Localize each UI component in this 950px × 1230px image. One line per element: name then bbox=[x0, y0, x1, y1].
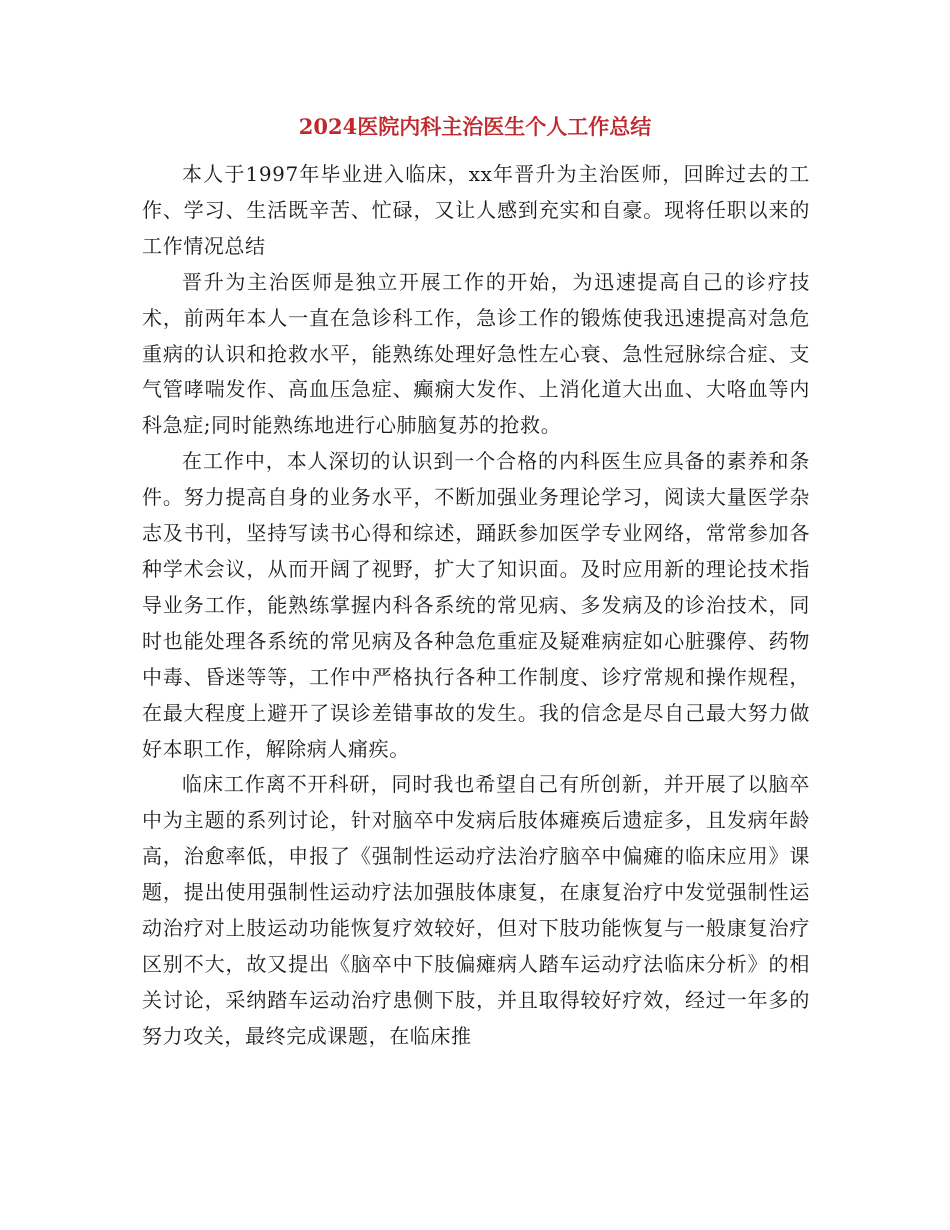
paragraph-3: 在工作中，本人深切的认识到一个合格的内科医生应具备的素养和条件。努力提高自身的业务水平，不断加强业务理论学习，阅读大量医学杂志及书刊，坚持写读书心得和综述，踊跃参加医学专业网络，常常参加各种学术会议，从而开阔了视野，扩大了知识面。及时应用新的理论技术指导业务工作，能熟练掌握内科各系统的常见病、多发病及的诊治技术，同时也能处理各系统的常见病及各种急危重症及疑难病症如心脏骤停、药物中毒、昏迷等等，工作中严格执行各种工作制度、诊疗常规和操作规程，在最大程度上避开了误诊差错事故的发生。我的信念是尽自己最大努力做好本职工作，解除病人痛疾。 bbox=[142, 449, 810, 761]
document-body bbox=[142, 157, 810, 1055]
paragraph-4: 临床工作离不开科研，同时我也希望自己有所创新，并开展了以脑卒中为主题的系列讨论，针对脑卒中发病后肢体瘫痪后遗症多，且发病年龄高，治愈率低，申报了《强制性运动疗法治疗脑卒中偏瘫的临床应用》课题，提出使用强制性运动疗法加强肢体康复，在康复治疗中发觉强制性运动治疗对上肢运动功能恢复疗效较好，但对下肢功能恢复与一般康复治疗区别不大，故又提出《脑卒中下肢偏瘫病人踏车运动疗法临床分析》的相关讨论，采纳踏车运动治疗患侧下肢，并且取得较好疗效，经过一年多的努力攻关，最终完成课题，在临床推 bbox=[142, 772, 810, 1048]
paragraph-1: 本人于1997年毕业进入临床，xx年晋升为主治医师，回眸过去的工作、学习、生活既辛苦、忙碌，又让人感到充实和自豪。现将任职以来的工作情况总结 bbox=[142, 162, 810, 258]
document-title: 2024医院内科主治医生个人工作总结 bbox=[298, 114, 652, 139]
paragraph-2: 晋升为主治医师是独立开展工作的开始，为迅速提高自己的诊疗技术，前两年本人一直在急诊科工作，急诊工作的锻炼使我迅速提高对急危重病的认识和抢救水平，能熟练处理好急性左心衰、急性冠脉综合症、支气管哮喘发作、高血压急症、癫痫大发作、上消化道大出血、大咯血等内科急症;同时能熟练地进行心肺脑复苏的抢救。 bbox=[142, 269, 810, 438]
